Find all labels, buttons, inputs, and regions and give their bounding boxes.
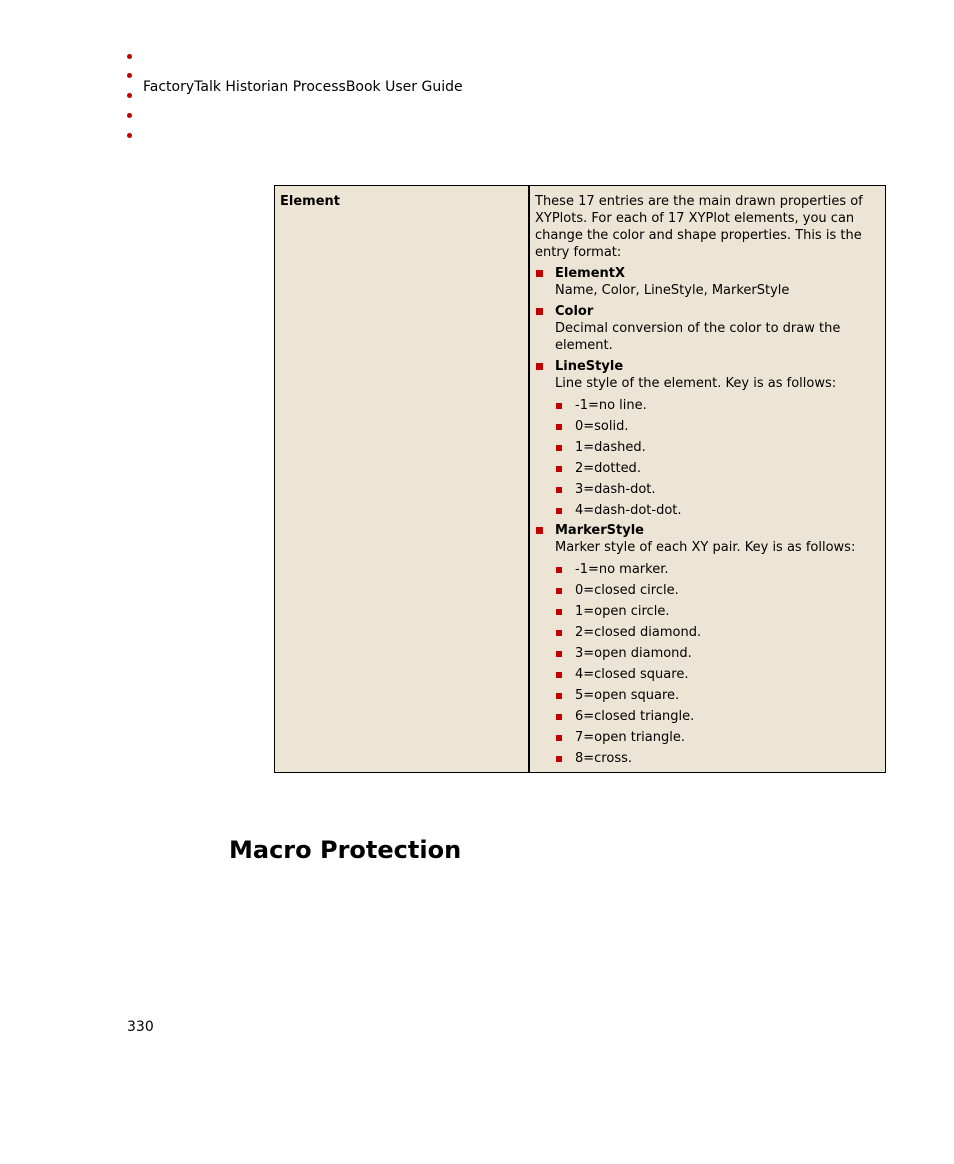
list-item [535, 416, 880, 437]
list-item-markerstyle [535, 522, 880, 556]
red-dot-icon [127, 54, 132, 59]
red-dot-icon [127, 93, 132, 98]
list-item [535, 643, 880, 664]
list-item-color [535, 303, 880, 354]
section-heading: Macro Protection [229, 836, 462, 864]
list-item-text: 0=solid. [575, 419, 629, 434]
list-item-text: 7=open triangle. [575, 730, 685, 745]
list-item [535, 395, 880, 416]
list-item-text: 6=closed triangle. [575, 709, 695, 724]
list-item-text: 3=open diamond. [575, 646, 692, 661]
red-square-icon [556, 424, 562, 430]
item-description: Decimal conversion of the color to draw the element. [555, 321, 841, 353]
list-item-text: 1=open circle. [575, 604, 670, 619]
red-square-icon [556, 445, 562, 451]
red-square-icon [556, 466, 562, 472]
red-square-icon [556, 630, 562, 636]
list-item [535, 500, 880, 521]
red-dot-icon [127, 133, 132, 138]
list-item [535, 748, 880, 769]
header-title: FactoryTalk Historian ProcessBook User Guide [143, 79, 463, 95]
list-item [535, 727, 880, 748]
element-label: Element [280, 194, 340, 209]
list-item [535, 664, 880, 685]
table-cell-element [275, 186, 530, 772]
intro-text: These 17 entries are the main drawn properties of XYPlots. For each of 17 XYPlot elements, you can change the color and shape properties. This is the entry format: [535, 194, 863, 260]
list-item-elementx [535, 265, 880, 299]
list-item-text: 8=cross. [575, 751, 633, 766]
item-term: LineStyle [555, 359, 624, 374]
list-item [535, 479, 880, 500]
red-square-icon [556, 651, 562, 657]
item-description: Marker style of each XY pair. Key is as follows: [555, 540, 856, 555]
list-item-text: -1=no marker. [575, 562, 669, 577]
red-square-icon [536, 308, 543, 315]
red-square-icon [556, 487, 562, 493]
marker-style-list [535, 559, 880, 769]
list-item-text: 2=closed diamond. [575, 625, 702, 640]
list-item-linestyle [535, 358, 880, 392]
item-term: Color [555, 304, 594, 319]
red-square-icon [556, 735, 562, 741]
list-item-text: 4=closed square. [575, 667, 689, 682]
list-item-text: 2=dotted. [575, 461, 641, 476]
red-square-icon [536, 363, 543, 370]
list-item [535, 437, 880, 458]
list-item [535, 685, 880, 706]
list-item-text: 5=open square. [575, 688, 680, 703]
red-square-icon [556, 609, 562, 615]
list-item [535, 706, 880, 727]
list-item-text: 4=dash-dot-dot. [575, 503, 682, 518]
red-square-icon [556, 567, 562, 573]
table-cell-description [530, 186, 885, 772]
list-item [535, 622, 880, 643]
list-item-text: 0=closed circle. [575, 583, 679, 598]
page-number: 330 [127, 1019, 154, 1035]
red-square-icon [556, 403, 562, 409]
list-item-text: 3=dash-dot. [575, 482, 656, 497]
list-item [535, 580, 880, 601]
item-description: Line style of the element. Key is as follows: [555, 376, 837, 391]
red-square-icon [556, 672, 562, 678]
list-item-text: 1=dashed. [575, 440, 646, 455]
red-square-icon [536, 527, 543, 534]
red-square-icon [556, 693, 562, 699]
list-item [535, 458, 880, 479]
list-item [535, 559, 880, 580]
red-square-icon [536, 270, 543, 277]
red-square-icon [556, 588, 562, 594]
red-dot-icon [127, 73, 132, 78]
red-square-icon [556, 508, 562, 514]
item-term: ElementX [555, 266, 626, 281]
properties-table [274, 185, 886, 773]
list-item [535, 601, 880, 622]
red-dot-icon [127, 113, 132, 118]
red-square-icon [556, 714, 562, 720]
item-description: Name, Color, LineStyle, MarkerStyle [555, 283, 790, 298]
item-term: MarkerStyle [555, 523, 644, 538]
red-square-icon [556, 756, 562, 762]
line-style-list [535, 395, 880, 521]
list-item-text: -1=no line. [575, 398, 647, 413]
